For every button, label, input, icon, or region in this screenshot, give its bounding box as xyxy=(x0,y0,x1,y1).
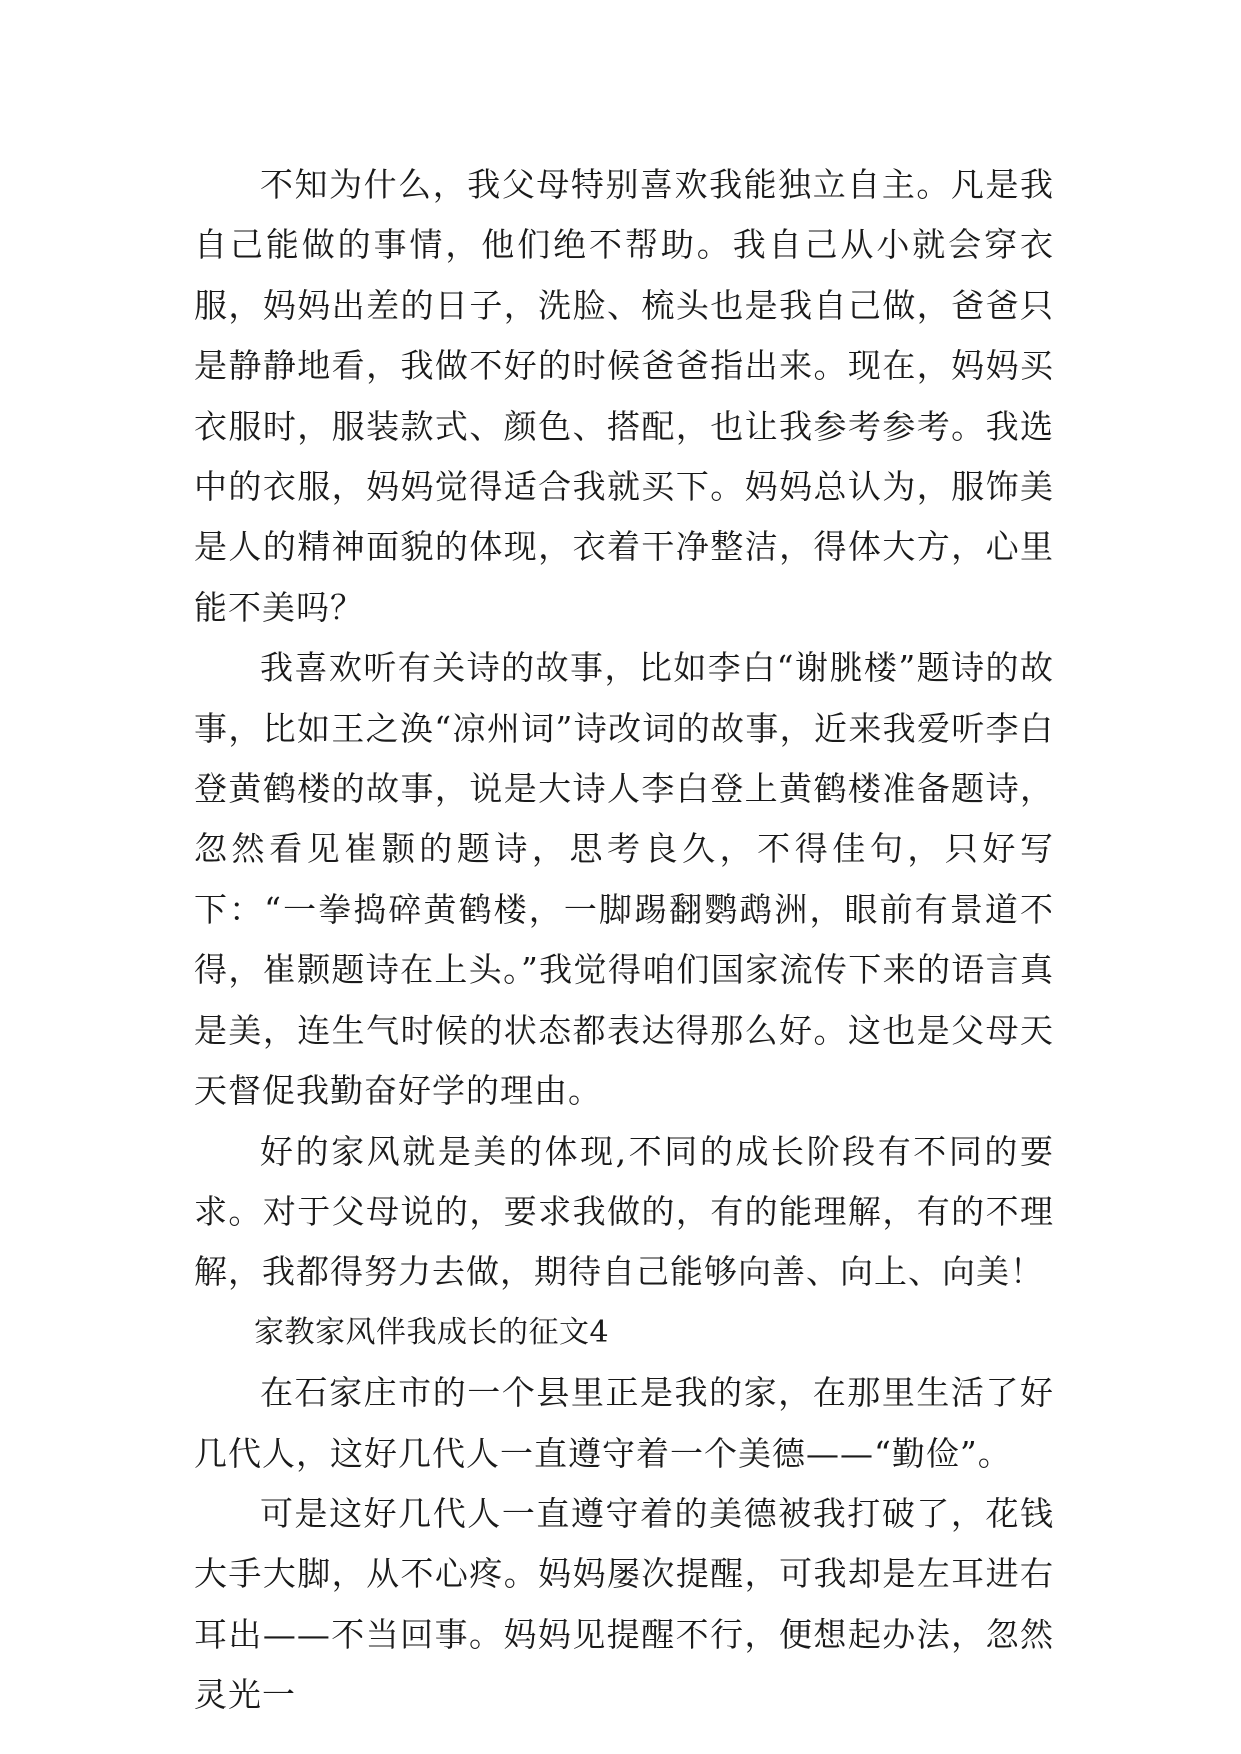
paragraph-hometown: 在石家庄市的一个县里正是我的家，在那里生活了好几代人，这好几代人一直遵守着一个美德——“勤俭”。 xyxy=(194,1373,1054,1473)
essay-heading: 家教家风伴我成长的征文4 xyxy=(254,1314,610,1350)
paragraph-spending: 可是这好几代人一直遵守着的美德被我打破了，花钱大手大脚，从不心疼。妈妈屡次提醒，可我却是左耳进右耳出——不当回事。妈妈见提醒不行，便想起办法，忽然灵光一 xyxy=(194,1493,1054,1715)
paragraph-family-style: 好的家风就是美的体现,不同的成长阶段有不同的要求。对于父母说的，要求我做的，有的能理解，有的不理解，我都得努力去做，期待自己能够向善、向上、向美！ xyxy=(194,1131,1054,1292)
document-body xyxy=(194,155,1054,1726)
paragraph-poetry: 我喜欢听有关诗的故事，比如李白“谢朓楼”题诗的故事，比如王之涣“凉州词”诗改词的故事，近来我爱听李白登黄鹤楼的故事，说是大诗人李白登上黄鹤楼准备题诗，忽然看见崔颢的题诗，思考良久，不得佳句，只好写下：“一拳捣碎黄鹤楼，一脚踢翻鹦鹉洲，眼前有景道不得，崔颢题诗在上头。”我觉得咱们国家流传下来的语言真是美，连生气时候的状态都表达得那么好。这也是父母天天督促我勤奋好学的理由。 xyxy=(194,648,1054,1111)
paragraph-independence: 不知为什么，我父母特别喜欢我能独立自主。凡是我自己能做的事情，他们绝不帮助。我自己从小就会穿衣服，妈妈出差的日子，洗脸、梳头也是我自己做，爸爸只是静静地看，我做不好的时候爸爸指出来。现在，妈妈买衣服时，服装款式、颜色、搭配，也让我参考参考。我选中的衣服，妈妈觉得适合我就买下。妈妈总认为，服饰美是人的精神面貌的体现，衣着干净整洁，得体大方，心里能不美吗？ xyxy=(194,165,1054,627)
